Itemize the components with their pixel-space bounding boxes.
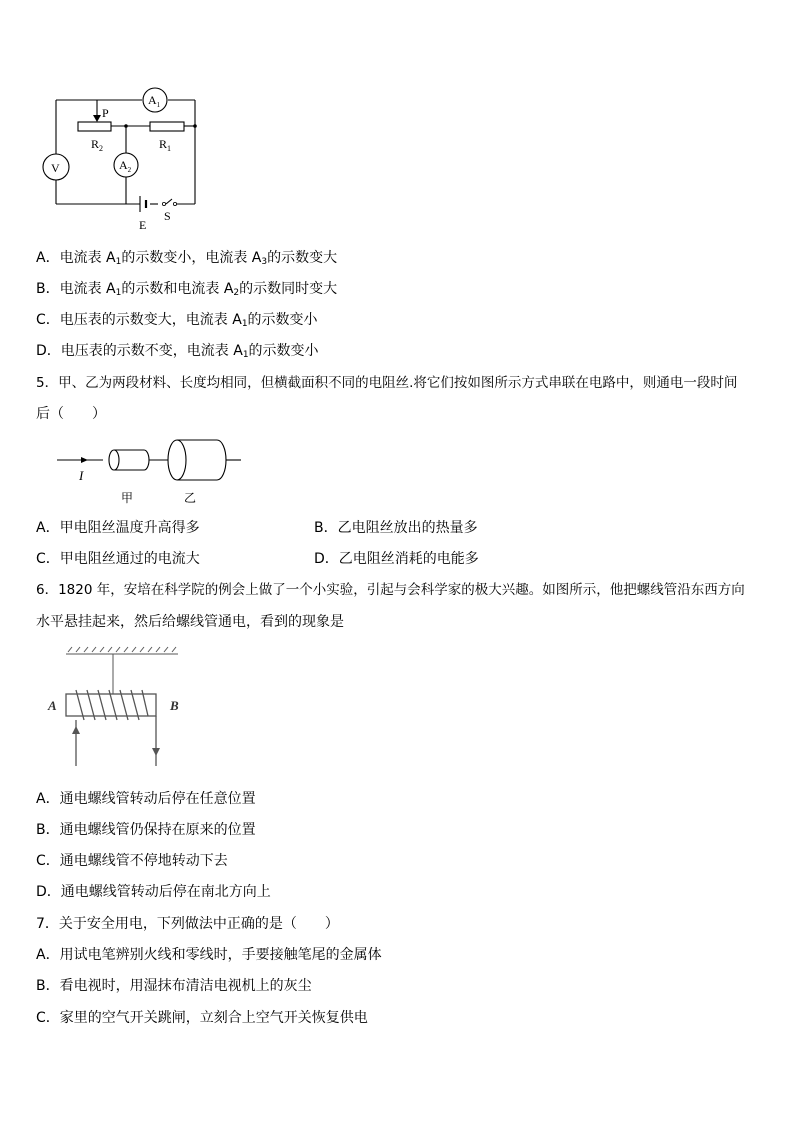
end-b-label: B <box>170 698 179 713</box>
q7-stem: 7．关于安全用电，下列做法中正确的是（ ） <box>36 916 339 932</box>
q7-option-c: C．家里的空气开关跳闸，立刻合上空气开关恢复供电 <box>36 1010 368 1026</box>
wire-yi-label: 乙 <box>184 491 197 505</box>
label-e: E <box>139 218 147 232</box>
label-r2: $R_2$ <box>91 137 104 153</box>
q6-option-b: B．通电螺线管仍保持在原来的位置 <box>36 822 256 838</box>
q5-option-d: D．乙电阻丝消耗的电能多 <box>314 551 479 567</box>
wire-jia-label: 甲 <box>121 491 134 505</box>
q6-option-d: D．通电螺线管转动后停在南北方向上 <box>36 884 271 900</box>
q4-option-d: D．电压表的示数不变，电流表 $A_1$的示数变小 <box>36 343 319 360</box>
q4-option-c: C．电压表的示数变大，电流表 $A_1$的示数变小 <box>36 312 318 329</box>
ammeter-a2-label: $A_2$ <box>119 158 132 174</box>
label-r1: $R_1$ <box>159 137 172 153</box>
resistance-wire-figure <box>55 436 245 508</box>
q6-stem-line2: 水平悬挂起来，然后给螺线管通电，看到的现象是 <box>36 614 344 630</box>
voltmeter-label: V <box>51 161 60 175</box>
q6-option-c: C．通电螺线管不停地转动下去 <box>36 853 228 869</box>
current-label: I <box>79 468 84 483</box>
q5-option-b: B．乙电阻丝放出的热量多 <box>314 520 478 536</box>
q4-option-b: B．电流表 $A_1$的示数和电流表 $A_2$的示数同时变大 <box>36 281 338 298</box>
label-s: S <box>164 209 171 223</box>
q7-option-b: B．看电视时，用湿抹布清洁电视机上的灰尘 <box>36 978 312 994</box>
q6-option-a: A．通电螺线管转动后停在任意位置 <box>36 791 256 807</box>
q4-option-a: A．电流表 $A_1$的示数变小，电流表 $A_3$的示数变大 <box>36 250 338 267</box>
q6-stem-line1: 6．1820 年，安培在科学院的例会上做了一个小实验，引起与会科学家的极大兴趣。如图所示，他把螺线管沿东西方向 <box>36 582 745 598</box>
q7-option-a: A．用试电笔辨别火线和零线时，手要接触笔尾的金属体 <box>36 947 382 963</box>
end-a-label: A <box>48 698 57 713</box>
solenoid-figure <box>44 644 194 774</box>
circuit-diagram <box>38 86 213 236</box>
q5-stem-line2: 后（ ） <box>36 406 106 422</box>
q5-option-c: C．甲电阻丝通过的电流大 <box>36 551 200 567</box>
q5-stem-line1: 5．甲、乙为两段材料、长度均相同，但横截面积不同的电阻丝.将它们按如图所示方式串联在电路中，则通电一段时间 <box>36 375 738 391</box>
ammeter-a1-label: $A_1$ <box>148 93 161 109</box>
q5-option-a: A．甲电阻丝温度升高得多 <box>36 520 200 536</box>
label-p: P <box>102 106 109 120</box>
